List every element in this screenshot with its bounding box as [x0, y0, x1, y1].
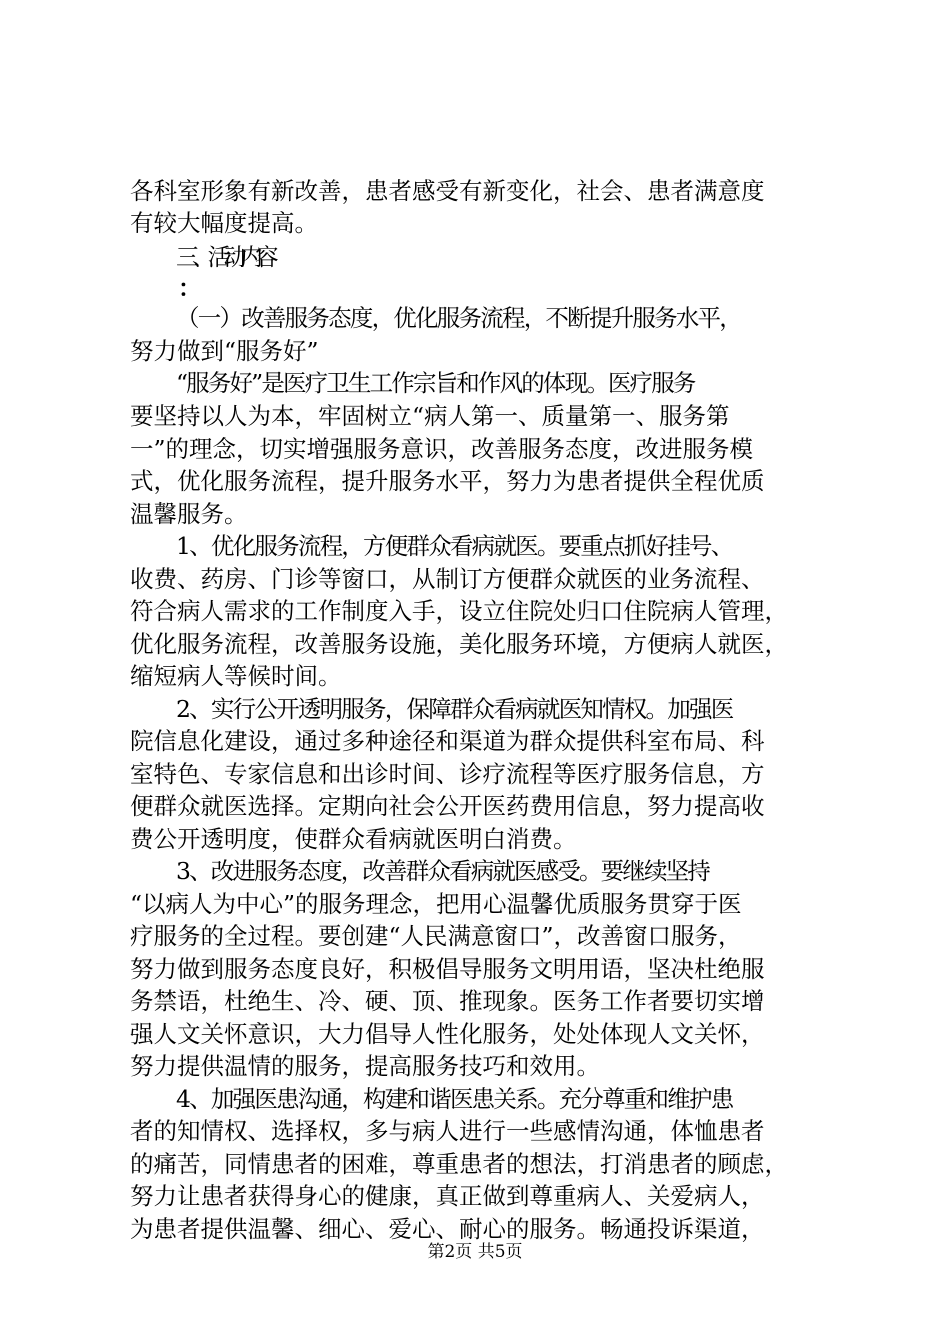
page-number-footer: 第2页 共5页 — [427, 1242, 523, 1262]
body-text-line: 努力提供温情的服务，提高服务技巧和效用。 — [130, 1052, 600, 1080]
body-text-line: 疗服务的全过程。要创建“人民满意窗口”，改善窗口服务， — [130, 922, 742, 950]
body-text-line: 努力让患者获得身心的健康，真正做到尊重病人、关爱病人， — [130, 1182, 765, 1210]
subsection-heading: 努力做到“服务好” — [130, 337, 319, 365]
body-text-line: “以病人为中心”的服务理念，把用心温馨优质服务贯穿于医 — [130, 890, 742, 918]
body-text-line: 者的知情权、选择权，多与病人进行一些感情沟通，体恤患者 — [130, 1117, 765, 1145]
subsection-heading: （一）改善服务态度，优化服务流程，不断提升服务水平， — [176, 304, 741, 332]
body-text-line: 便群众就医选择。定期向社会公开医药费用信息，努力提高收 — [130, 792, 765, 820]
body-text-line: 符合病人需求的工作制度入手，设立住院处归口住院病人管理， — [130, 597, 788, 625]
body-text-line: 1、优化服务流程，方便群众看病就医。要重点抓好挂号、 — [176, 532, 733, 560]
body-text-line: 的痛苦，同情患者的困难，尊重患者的想法，打消患者的顾虑， — [130, 1150, 788, 1178]
body-text-line: 3、改进服务态度，改善群众看病就医感受。要继续坚持 — [176, 857, 709, 885]
section-heading: 三、活动内容 — [176, 243, 271, 271]
body-text-line: 为患者提供温馨、细心、爱心、耐心的服务。畅通投诉渠道， — [130, 1215, 765, 1243]
body-text-line: 缩短病人等候时间。 — [130, 662, 342, 690]
body-text-line: 优化服务流程，改善服务设施，美化服务环境，方便病人就医， — [130, 630, 788, 658]
body-text-line: 院信息化建设，通过多种途径和渠道为群众提供科室布局、科 — [130, 727, 765, 755]
body-text-line: 4、加强医患沟通，构建和谐医患关系。充分尊重和维护患 — [176, 1085, 733, 1113]
body-text-line: 一”的理念，切实增强服务意识，改善服务态度，改进服务模 — [130, 435, 754, 463]
body-text-line: 务禁语，杜绝生、冷、硬、顶、推现象。医务工作者要切实增 — [130, 987, 765, 1015]
body-text-line: 各科室形象有新改善，患者感受有新变化，社会、患者满意度 — [130, 177, 765, 205]
body-text-line: 费公开透明度，使群众看病就医明白消费。 — [130, 825, 577, 853]
body-text-line: 收费、药房、门诊等窗口，从制订方便群众就医的业务流程、 — [130, 565, 765, 593]
body-text-line: 温馨服务。 — [130, 500, 248, 528]
body-text-line: 式，优化服务流程，提升服务水平，努力为患者提供全程优质 — [130, 467, 765, 495]
body-text-line: “服务好”是医疗卫生工作宗旨和作风的体现。医疗服务 — [176, 369, 695, 397]
body-text-line: 室特色、专家信息和出诊时间、诊疗流程等医疗服务信息，方 — [130, 760, 765, 788]
body-text-line: 有较大幅度提高。 — [130, 209, 318, 237]
body-text-line: 2、实行公开透明服务，保障群众看病就医知情权。加强医 — [176, 695, 733, 723]
body-text-line: 努力做到服务态度良好，积极倡导服务文明用语，坚决杜绝服 — [130, 955, 765, 983]
body-text-line: 要坚持以人为本，牢固树立“病人第一、质量第一、服务第 — [130, 402, 730, 430]
body-text-line: 强人文关怀意识，大力倡导人性化服务，处处体现人文关怀， — [130, 1020, 765, 1048]
